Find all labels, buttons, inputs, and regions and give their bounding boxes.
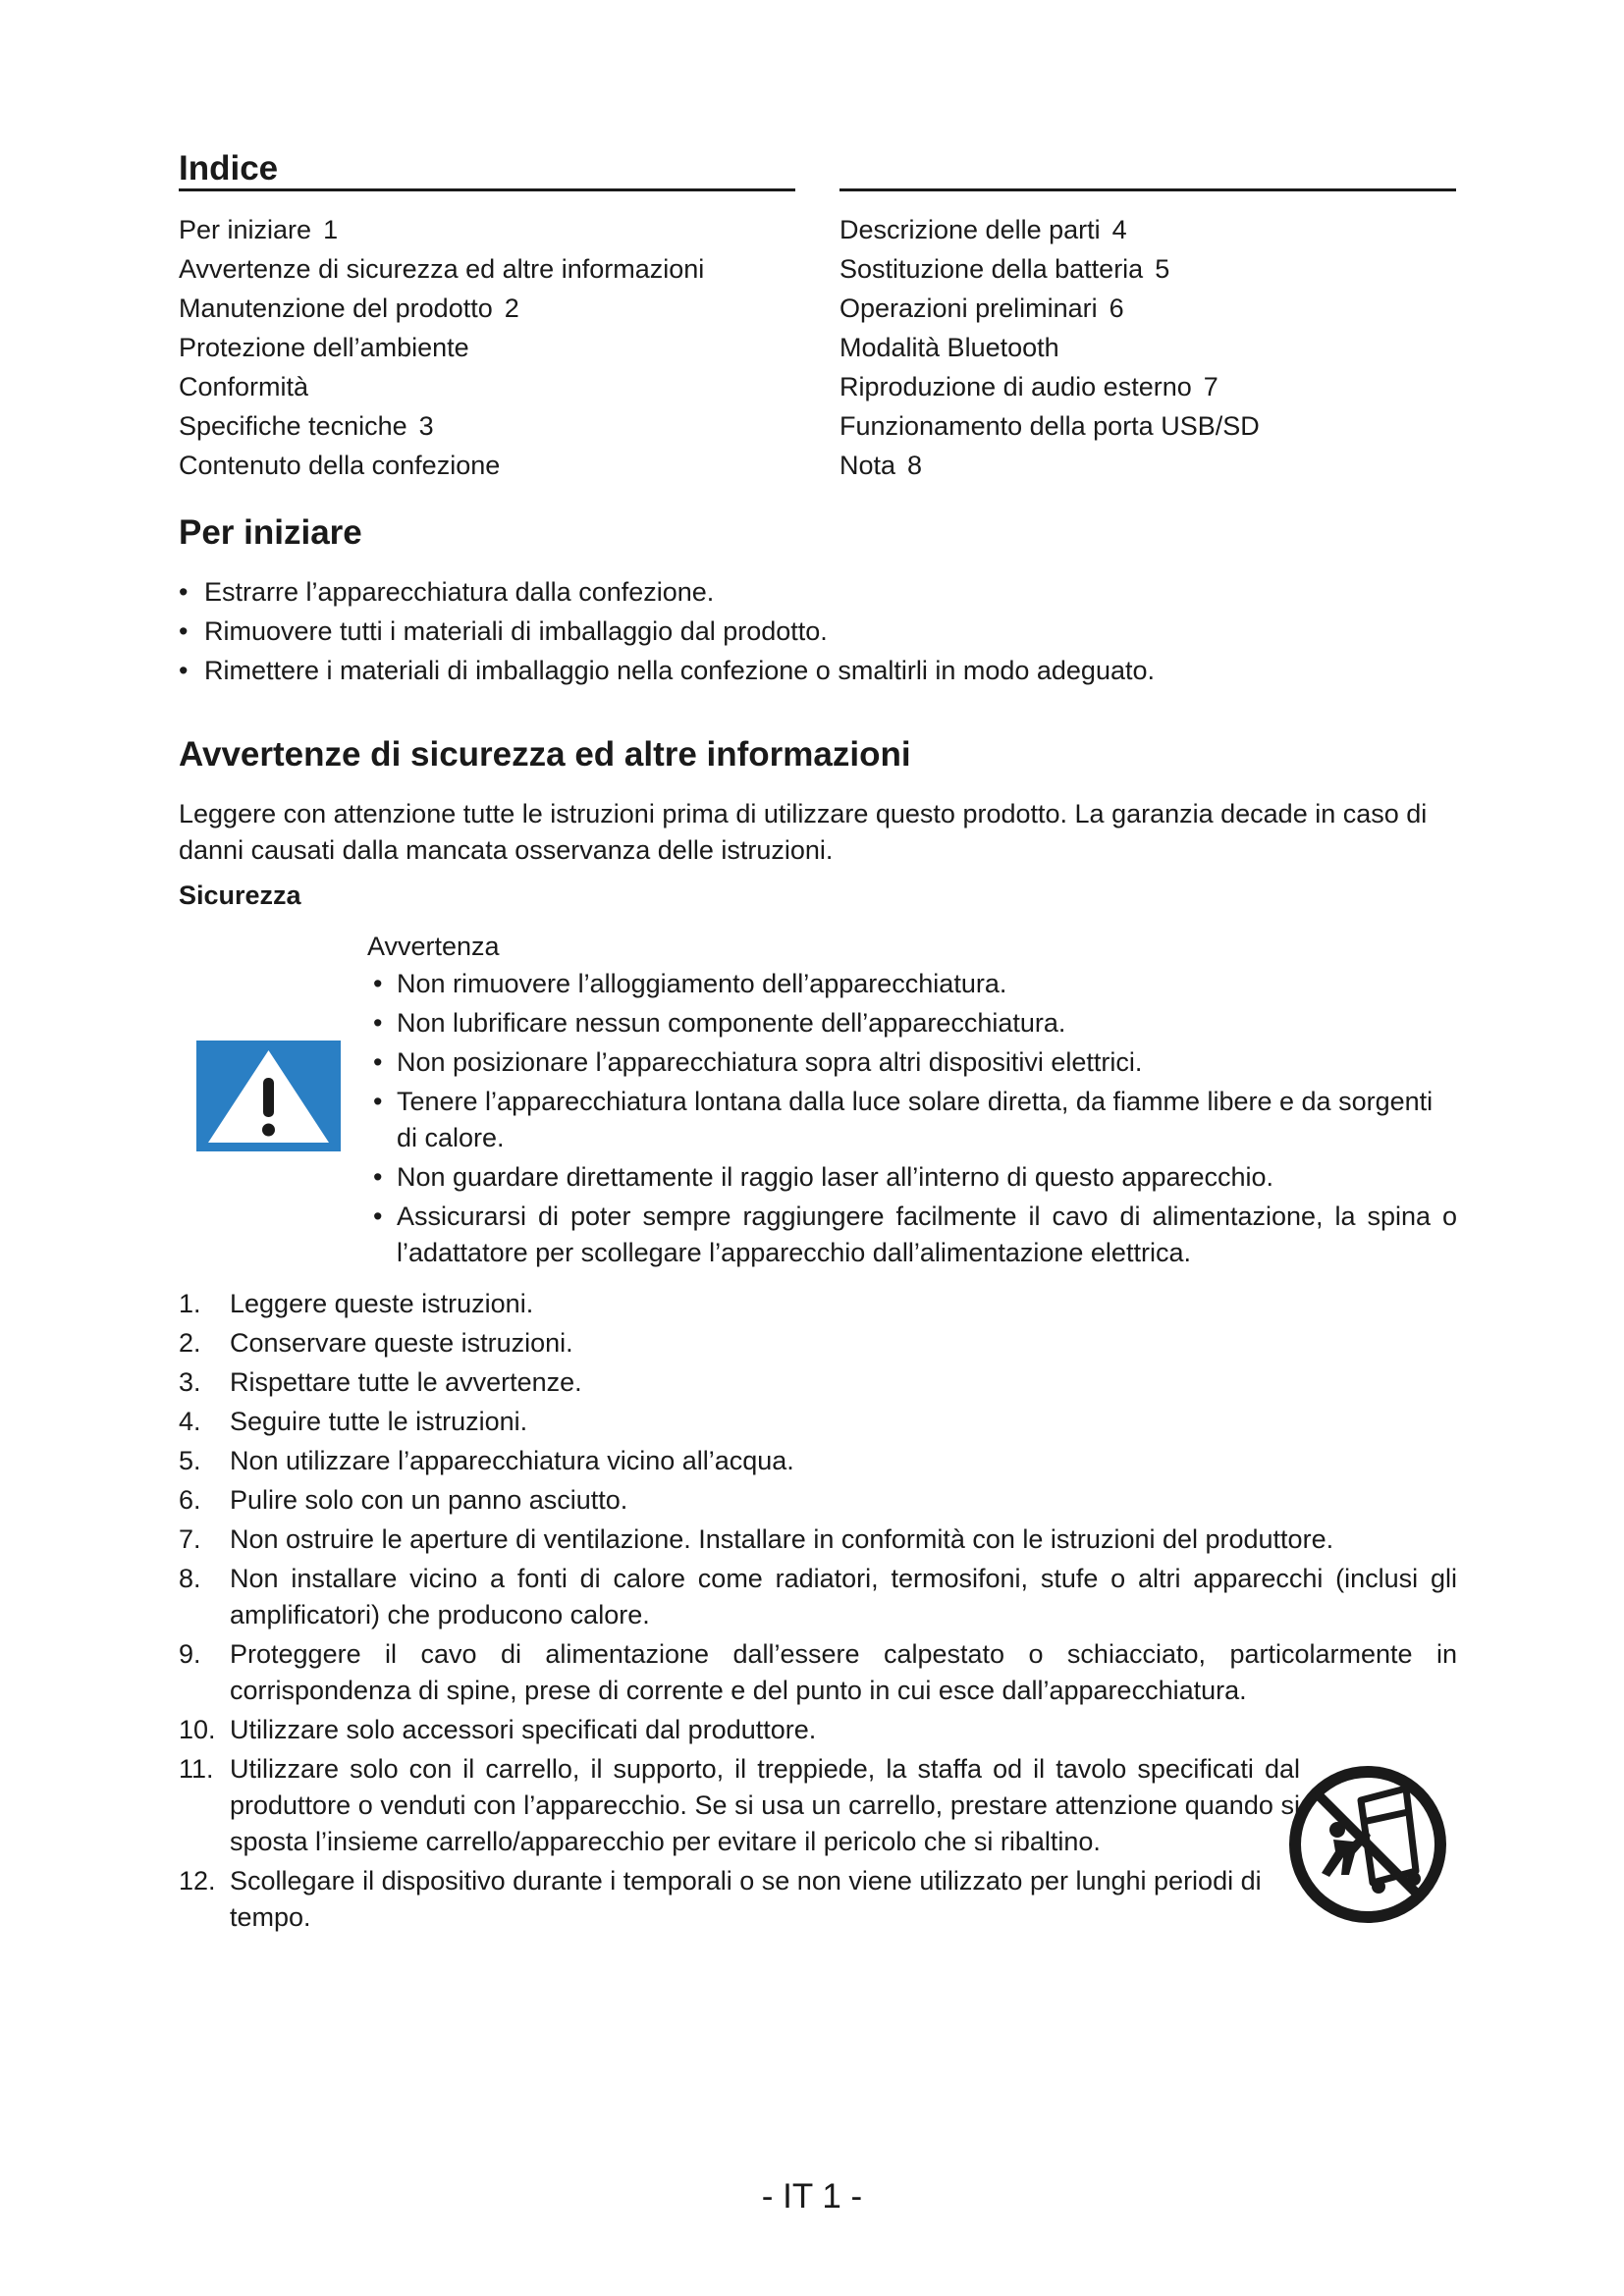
cart-tip-over-icon — [1284, 1761, 1451, 1928]
warning-item: • Assicurarsi di poter sempre raggiungere facilmente il cavo di alimentazione, la spina o l’adattatore per scollegare l’apparecchio dall’alimentazione elettrica. — [373, 1201, 1457, 1267]
list-item: • Rimuovere tutti i materiali di imballaggio dal prodotto. — [179, 616, 828, 646]
index-entry: Contenuto della confezione — [179, 451, 501, 480]
warning-title: Avvertenza — [367, 932, 500, 961]
list-item: 11. Utilizzare solo con il carrello, il supporto, il treppiede, la staffa od il tavolo specificati dal produttore o venduti con l’apparecchio. Se si usa un carrello, prestare attenzione quando si sposta l’insieme carrello/apparecchio per evitare il pericolo che si ribaltino. — [179, 1754, 1300, 1856]
list-item: 9. Proteggere il cavo di alimentazione dall’essere calpestato o schiacciato, particolarmente in corrispondenza di spine, prese di corrente e del punto in cui esce dall’apparecchiatura. — [179, 1639, 1457, 1705]
index-entry: Manutenzione del prodotto 2 — [179, 294, 519, 323]
index-rule-left — [179, 188, 795, 191]
list-item: 7. Non ostruire le aperture di ventilazione. Installare in conformità con le istruzioni del produttore. — [179, 1524, 1334, 1554]
list-item: 4. Seguire tutte le istruzioni. — [179, 1407, 528, 1436]
avvertenze-intro: Leggere con attenzione tutte le istruzioni prima di utilizzare questo prodotto. La garanzia decade in caso di danni causati dalla mancata osservanza delle istruzioni. — [179, 799, 1428, 865]
index-entry: Per iniziare 1 — [179, 215, 339, 244]
warning-block — [367, 927, 1457, 1274]
warning-item: • Non rimuovere l’alloggiamento dell’apparecchiatura. — [373, 969, 1007, 998]
instructions-list — [179, 1286, 1457, 1939]
list-item: 2. Conservare queste istruzioni. — [179, 1328, 573, 1358]
index-entry: Funzionamento della porta USB/SD — [839, 411, 1260, 441]
list-item: 6. Pulire solo con un panno asciutto. — [179, 1485, 628, 1515]
warning-item: • Non guardare direttamente il raggio laser all’interno di questo apparecchio. — [373, 1162, 1274, 1192]
index-entry: Conformità — [179, 372, 309, 401]
index-entry: Descrizione delle parti 4 — [839, 215, 1127, 244]
warning-item: • Non lubrificare nessun componente dell’apparecchiatura. — [373, 1008, 1066, 1038]
index-entry: Operazioni preliminari 6 — [839, 294, 1124, 323]
list-item: 12. Scollegare il dispositivo durante i temporali o se non viene utilizzato per lunghi periodi di tempo. — [179, 1866, 1262, 1932]
index-entry: Riproduzione di audio esterno 7 — [839, 372, 1218, 401]
index-column-left — [179, 210, 716, 485]
index-column-right — [839, 210, 1272, 485]
index-entry: Sostituzione della batteria 5 — [839, 254, 1170, 284]
list-item: 3. Rispettare tutte le avvertenze. — [179, 1367, 582, 1397]
section-heading-per-iniziare: Per iniziare — [179, 513, 362, 552]
warning-item: • Non posizionare l’apparecchiatura sopra altri dispositivi elettrici. — [373, 1047, 1143, 1077]
index-entry: Nota 8 — [839, 451, 923, 480]
index-entry: Protezione dell’ambiente — [179, 333, 469, 362]
index-title: Indice — [179, 149, 279, 187]
index-entry: Specifiche tecniche 3 — [179, 411, 434, 441]
list-item: 10. Utilizzare solo accessori specificati dal produttore. — [179, 1715, 817, 1744]
sicurezza-subheading: Sicurezza — [179, 881, 301, 910]
list-item: 8. Non installare vicino a fonti di calore come radiatori, termosifoni, stufe o altri apparecchi (inclusi gli amplificatori) che producono calore. — [179, 1564, 1457, 1629]
per-iniziare-list — [179, 572, 1455, 690]
index-rule-right — [839, 188, 1456, 191]
warning-triangle-icon — [196, 1041, 341, 1151]
warning-item: • Tenere l’apparecchiatura lontana dalla luce solare diretta, da fiamme libere e da sorgenti di calore. — [373, 1087, 1434, 1152]
list-item: 5. Non utilizzare l’apparecchiatura vicino all’acqua. — [179, 1446, 794, 1475]
section-heading-avvertenze: Avvertenze di sicurezza ed altre informazioni — [179, 735, 911, 774]
index-entry: Avvertenze di sicurezza ed altre informazioni — [179, 254, 705, 284]
list-item: • Estrarre l’apparecchiatura dalla confezione. — [179, 577, 715, 607]
list-item: • Rimettere i materiali di imballaggio nella confezione o smaltirli in modo adeguato. — [179, 656, 1155, 685]
page-number: - IT 1 - — [761, 2177, 863, 2216]
list-item: 1. Leggere queste istruzioni. — [179, 1289, 534, 1318]
index-entry: Modalità Bluetooth — [839, 333, 1059, 362]
